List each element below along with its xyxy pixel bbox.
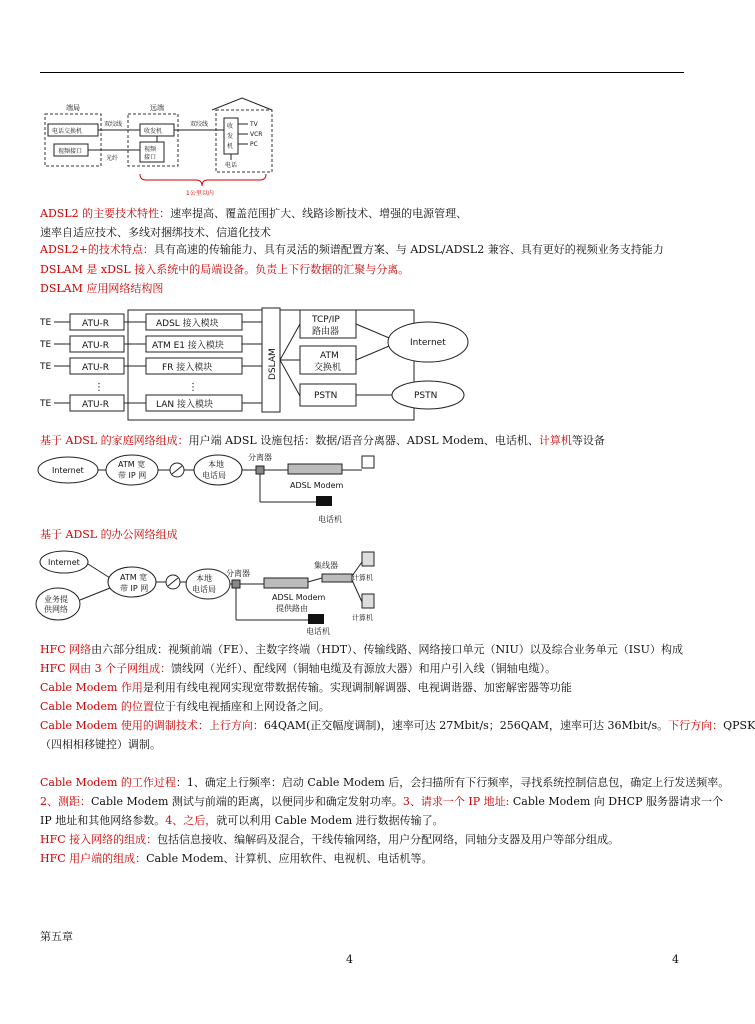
svg-text:⋮: ⋮ (188, 382, 198, 393)
svg-text:电话机: 电话机 (318, 515, 342, 524)
svg-text:供网络: 供网络 (44, 605, 68, 614)
svg-text:集线器: 集线器 (314, 561, 338, 570)
p-cable-modem-process-3: IP 地址和其他网络参数。4、之后，就可以利用 Cable Modem 进行数据传输了。 (40, 814, 444, 827)
remote-label: 远端 (150, 104, 164, 112)
video-label: 视频 (144, 146, 157, 153)
page-number-center: 4 (346, 953, 353, 966)
module-lan: LAN 接入模块 (156, 400, 213, 410)
transceiver-label: 收发机 (144, 128, 163, 135)
p-cable-modem-modulation: Cable Modem 使用的调制技术：上行方向：64QAM(正交幅度调制)，速率可达 27Mbit/s；256QAM，速率可达 36Mbit/s。下行方向：QPSK (40, 719, 755, 732)
svg-text:交换机: 交换机 (314, 363, 342, 373)
dslam-network-diagram (36, 300, 636, 430)
range-label: 1公里以内 (186, 190, 214, 197)
svg-text:带 IP 网: 带 IP 网 (118, 471, 147, 480)
phone-label: 电话 (225, 162, 238, 169)
switch-label: 电话交换机 (52, 128, 83, 135)
svg-text:发: 发 (227, 133, 234, 140)
module-atm: ATM E1 接入模块 (152, 341, 224, 351)
svg-text:本地: 本地 (196, 574, 212, 583)
p-cable-modem-position: Cable Modem 的位置位于有线电视插座和上网设备之间。 (40, 700, 330, 713)
svg-text:带 IP 网: 带 IP 网 (120, 584, 149, 593)
svg-text:ADSL Modem: ADSL Modem (272, 593, 326, 602)
svg-text:提供路由: 提供路由 (276, 604, 308, 613)
internet-cloud: Internet (410, 338, 446, 348)
video-interface-label: 视频接口 (58, 148, 83, 155)
office-label: 端局 (66, 104, 80, 112)
twisted-pair-label: 双绞线 (104, 121, 123, 128)
svg-text:收: 收 (227, 123, 234, 130)
svg-text:ADSL Modem: ADSL Modem (290, 481, 344, 490)
svg-text:ATU-R: ATU-R (82, 400, 110, 410)
svg-text:⋮: ⋮ (94, 382, 104, 393)
svg-text:分离器: 分离器 (248, 453, 272, 462)
p-hfc-user-composition: HFC 用户端的组成：Cable Modem、计算机、应用软件、电视机、电话机等。 (40, 852, 433, 865)
svg-text:Internet: Internet (48, 558, 80, 567)
fiber-label: 光纤 (106, 155, 119, 162)
svg-text:ATU-R: ATU-R (82, 363, 110, 373)
svg-text:电话局: 电话局 (202, 471, 226, 480)
office-network-diagram (36, 548, 386, 640)
p-dslam-diagram-title: DSLAM 应用网络结构图 (40, 282, 164, 295)
svg-text:电话局: 电话局 (192, 585, 216, 594)
svg-text:计算机: 计算机 (352, 574, 373, 582)
svg-text:TE: TE (40, 362, 52, 372)
svg-text:TCP/IP: TCP/IP (312, 315, 340, 325)
tv-label: TV (250, 121, 258, 128)
svg-text:ATM 宽: ATM 宽 (118, 460, 146, 469)
svg-text:TE: TE (40, 399, 52, 409)
module-fr: FR 接入模块 (162, 363, 213, 373)
p-hfc-subnets: HFC 网由 3 个子网组成：馈线网（光纤）、配线网（铜轴电缆及有源放大器）和用户引入线（铜轴电缆）。 (40, 662, 557, 675)
svg-text:业务提: 业务提 (44, 595, 68, 604)
svg-text:电话机: 电话机 (306, 627, 330, 636)
interface-label: 接口 (144, 154, 157, 161)
home-network-diagram (36, 450, 376, 530)
pc-label: PC (250, 141, 258, 148)
p-adsl2-features: ADSL2 的主要技术特性：速率提高、覆盖范围扩大、线路诊断技术、增强的电源管理、 (40, 207, 468, 220)
svg-text:分离器: 分离器 (226, 569, 250, 578)
p-hfc-access-composition: HFC 接入网络的组成：包括信息接收、编解码及混合，干线传输网络，用户分配网络，同轴分支器及用户等部分组成。 (40, 833, 620, 846)
svg-text:计算机: 计算机 (352, 614, 373, 622)
svg-text:TE: TE (40, 340, 52, 350)
svg-text:ATM: ATM (320, 351, 339, 361)
chapter-label: 第五章 (40, 930, 73, 943)
p-adsl2-features-cont: 速率自适应技术、多线对捆绑技术、信道化技术 (40, 226, 271, 239)
page-number-right: 4 (672, 953, 679, 966)
p-cable-modem-modulation-cont: （四相相移键控）调制。 (40, 738, 161, 751)
svg-text:TE: TE (40, 318, 52, 328)
svg-text:Internet: Internet (52, 466, 84, 475)
dslam-label: DSLAM (268, 348, 278, 380)
svg-text:路由器: 路由器 (312, 327, 340, 337)
svg-text:ATM 宽: ATM 宽 (120, 573, 148, 582)
header-rule (40, 72, 684, 73)
pstn-cloud: PSTN (414, 391, 438, 401)
p-dslam-desc: DSLAM 是 xDSL 接入系统中的局端设备。负责上下行数据的汇聚与分离。 (40, 263, 410, 276)
svg-text:PSTN: PSTN (314, 391, 338, 401)
p-cable-modem-process-2: 2、测距：Cable Modem 测试与前端的距离，以便同步和确定发射功率。3、请求一个 IP 地址: Cable Modem 向 DHCP 服务器请求一个 (40, 795, 723, 808)
vcr-label: VCR (250, 131, 263, 138)
p-office-network: 基于 ADSL 的办公网络组成 (40, 528, 178, 541)
twisted-pair2-label: 双绞线 (190, 121, 209, 128)
p-hfc-six-parts: HFC 网络由六部分组成：视频前端（FE）、主数字终端（HDT）、传输线路、网络接口单元（NIU）以及综合业务单元（ISU）构成 (40, 643, 683, 656)
p-home-network: 基于 ADSL 的家庭网络组成：用户端 ADSL 设施包括：数据/语音分离器、ADSL Modem、电话机、计算机等设备 (40, 434, 605, 447)
svg-text:机: 机 (227, 143, 234, 150)
p-cable-modem-role: Cable Modem 作用是利用有线电视网实现宽带数据传输。实现调制解调器、电视调谐器、加密解密器等功能 (40, 681, 572, 694)
svg-text:ATU-R: ATU-R (82, 341, 110, 351)
p-adsl2plus: ADSL2+的技术特点：具有高速的传输能力、具有灵活的频谱配置方案、与 ADSL/ADSL2 兼容、具有更好的视频业务支持能力 (40, 243, 664, 256)
module-adsl: ADSL 接入模块 (156, 319, 219, 329)
svg-text:ATU-R: ATU-R (82, 319, 110, 329)
svg-text:本地: 本地 (208, 460, 224, 469)
adsl-deployment-diagram (40, 96, 280, 200)
p-cable-modem-process: Cable Modem 的工作过程：1、确定上行频率：启动 Cable Modem 后，会扫描所有下行频率，寻找系统控制信息包，确定上行发送频率。 (40, 776, 730, 789)
